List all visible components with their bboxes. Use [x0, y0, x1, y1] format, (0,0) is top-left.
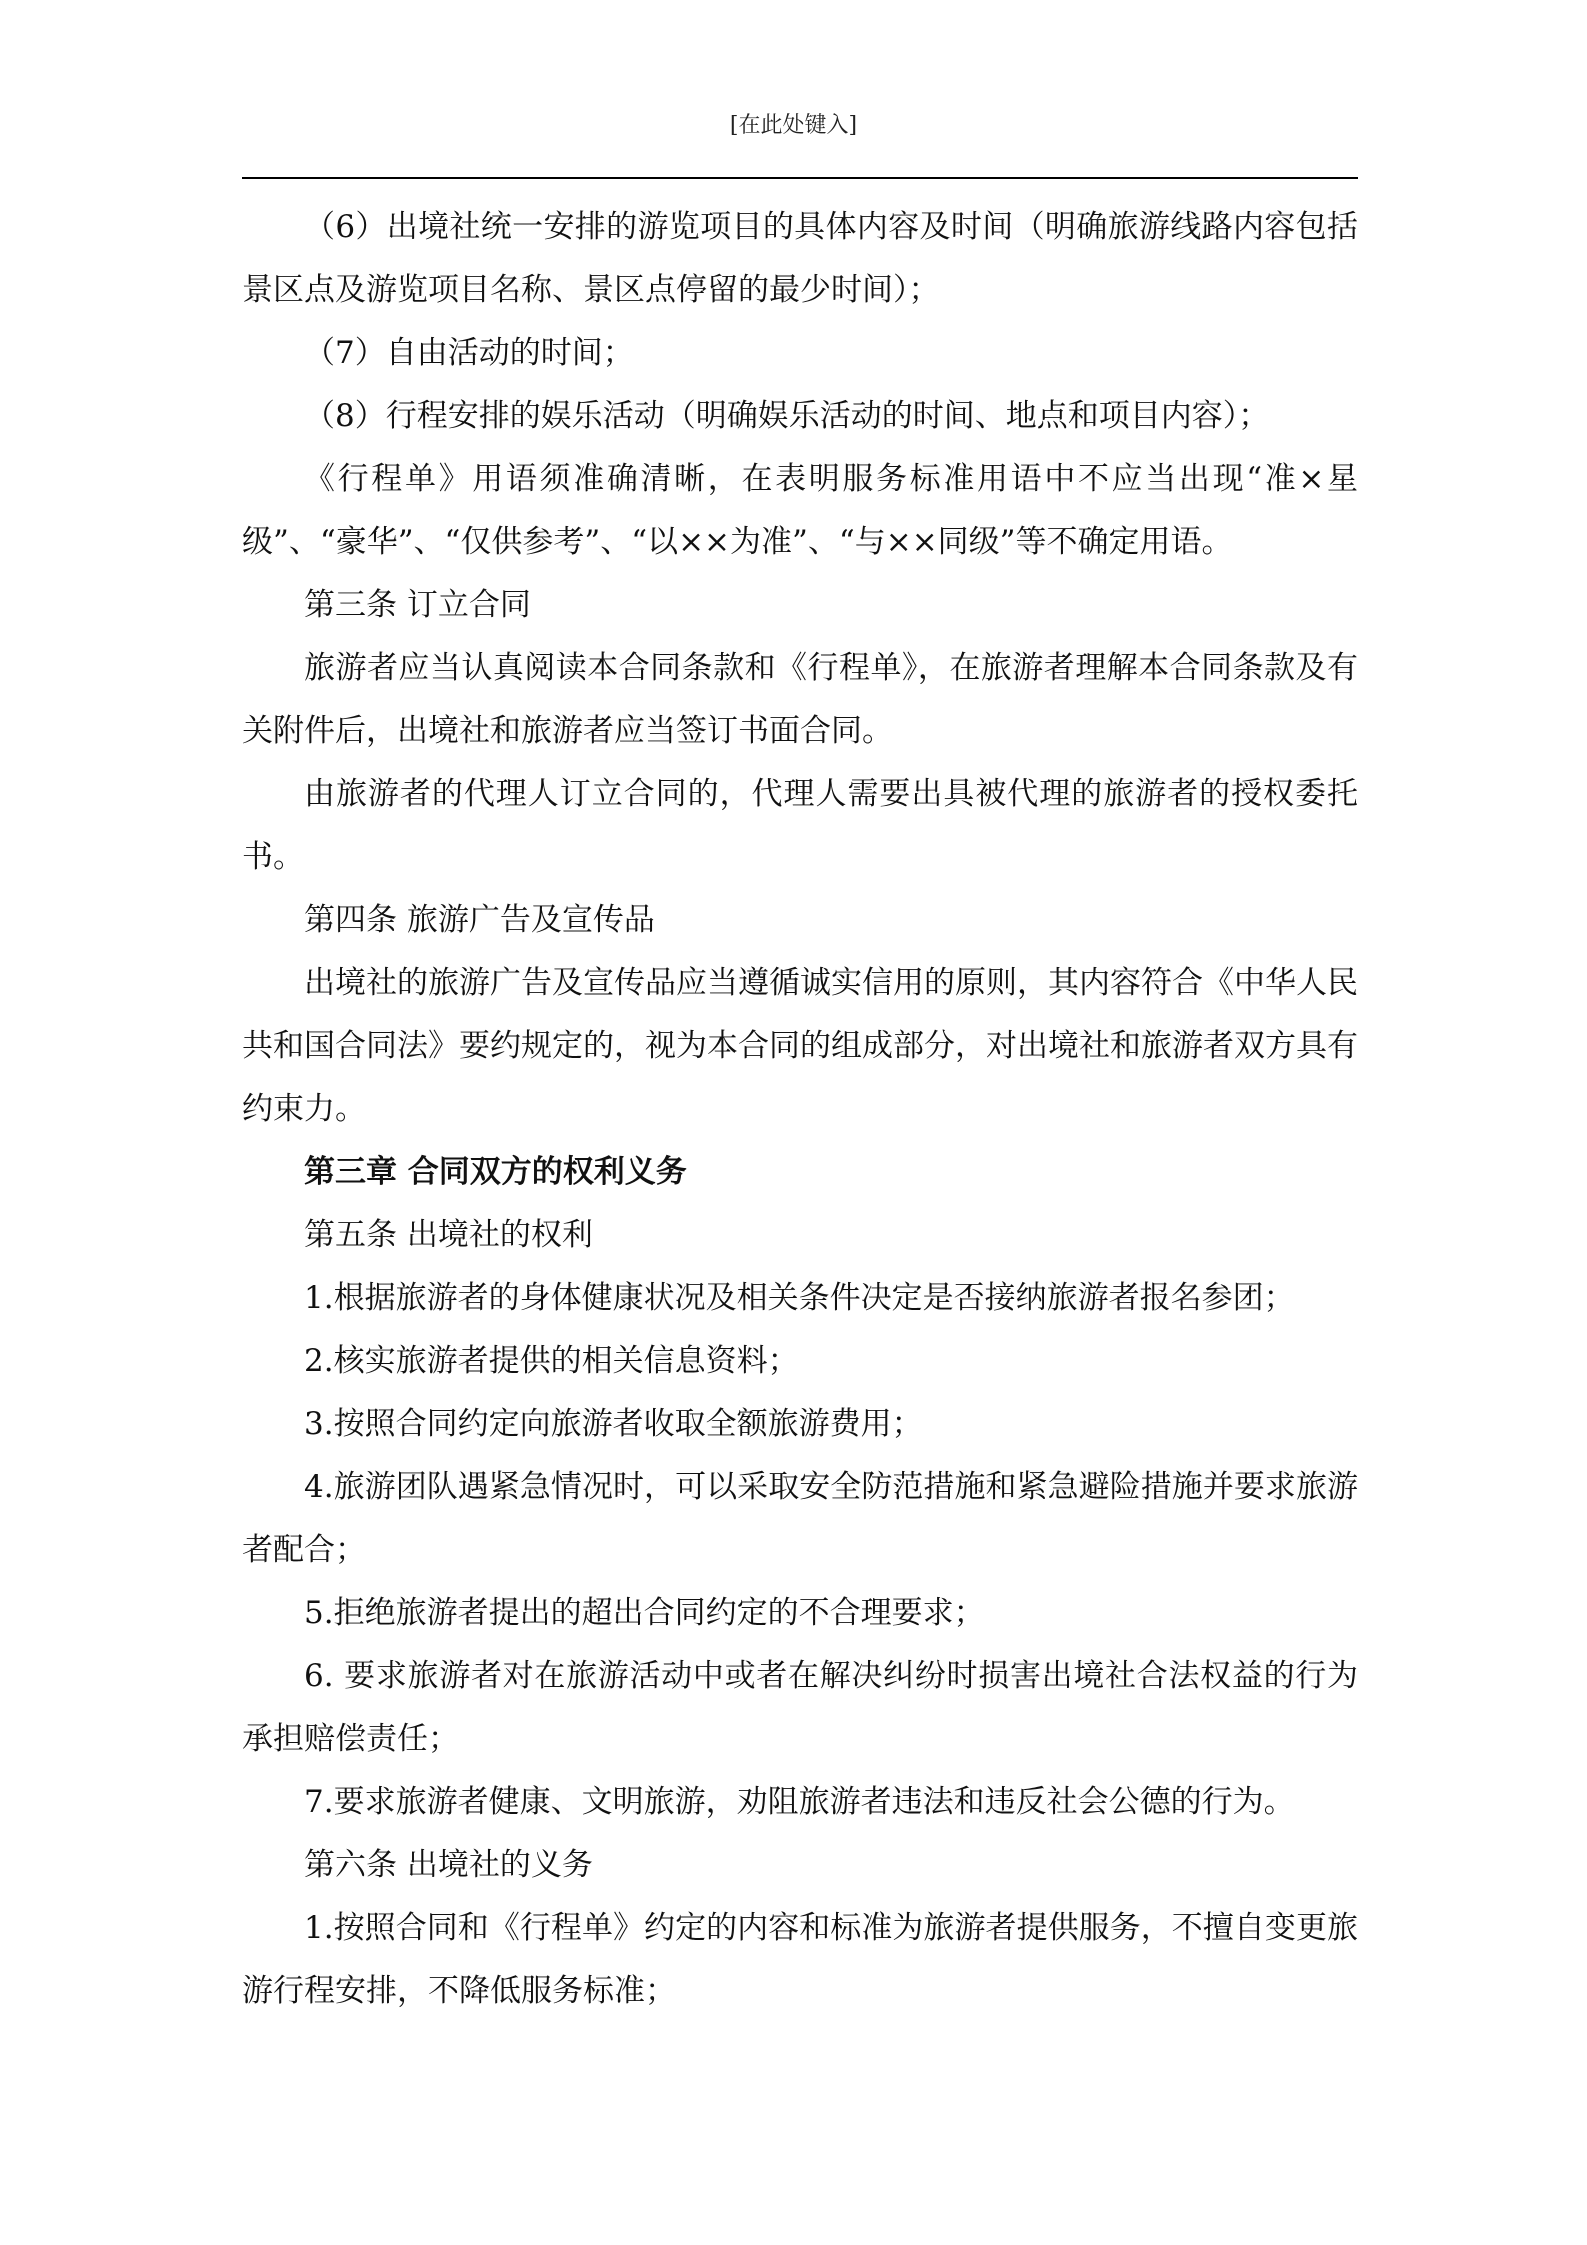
- header-divider: [242, 177, 1358, 179]
- paragraph-read-contract: 旅游者应当认真阅读本合同条款和《行程单》，在旅游者理解本合同条款及有关附件后，出境社和旅游者应当签订书面合同。: [242, 650, 1358, 749]
- rights-item-1: 1.根据旅游者的身体健康状况及相关条件决定是否接纳旅游者报名参团；: [304, 1280, 1295, 1316]
- obligations-item-1: 1.按照合同和《行程单》约定的内容和标准为旅游者提供服务，不擅自变更旅游行程安排，不降低服务标准；: [242, 1910, 1358, 2009]
- paragraph-itinerary-wording: 《行程单》用语须准确清晰，在表明服务标准用语中不应当出现“准×星级”、“豪华”、“仅供参考”、“以××为准”、“与××同级”等不确定用语。: [242, 461, 1358, 560]
- article-heading-6: 第六条 出境社的义务: [304, 1847, 593, 1883]
- paragraph-agent-signing: 由旅游者的代理人订立合同的，代理人需要出具被代理的旅游者的授权委托书。: [242, 776, 1358, 875]
- rights-item-4: 4.旅游团队遇紧急情况时，可以采取安全防范措施和紧急避险措施并要求旅游者配合；: [242, 1469, 1358, 1568]
- article-heading-5: 第五条 出境社的权利: [304, 1217, 593, 1253]
- paragraph-item-7: （7）自由活动的时间；: [304, 335, 634, 371]
- article-heading-4: 第四条 旅游广告及宣传品: [304, 902, 655, 938]
- rights-item-7: 7.要求旅游者健康、文明旅游，劝阻旅游者违法和违反社会公德的行为。: [304, 1784, 1295, 1820]
- rights-item-6: 6. 要求旅游者对在旅游活动中或者在解决纠纷时损害出境社合法权益的行为承担赔偿责任；: [242, 1658, 1358, 1757]
- paragraph-advertising: 出境社的旅游广告及宣传品应当遵循诚实信用的原则，其内容符合《中华人民共和国合同法》要约规定的，视为本合同的组成部分，对出境社和旅游者双方具有约束力。: [242, 965, 1358, 1127]
- paragraph-item-6: （6）出境社统一安排的游览项目的具体内容及时间（明确旅游线路内容包括景区点及游览项目名称、景区点停留的最少时间）；: [242, 209, 1358, 308]
- rights-item-2: 2.核实旅游者提供的相关信息资料；: [304, 1343, 799, 1379]
- rights-item-3: 3.按照合同约定向旅游者收取全额旅游费用；: [304, 1406, 923, 1442]
- paragraph-item-8: （8）行程安排的娱乐活动（明确娱乐活动的时间、地点和项目内容）；: [304, 398, 1270, 434]
- rights-item-5: 5.拒绝旅游者提出的超出合同约定的不合理要求；: [304, 1595, 985, 1631]
- article-heading-3: 第三条 订立合同: [304, 587, 531, 623]
- document-body: [242, 196, 1358, 2023]
- chapter-heading-3: 第三章 合同双方的权利义务: [304, 1154, 687, 1190]
- header-placeholder: [在此处键入]: [729, 113, 858, 138]
